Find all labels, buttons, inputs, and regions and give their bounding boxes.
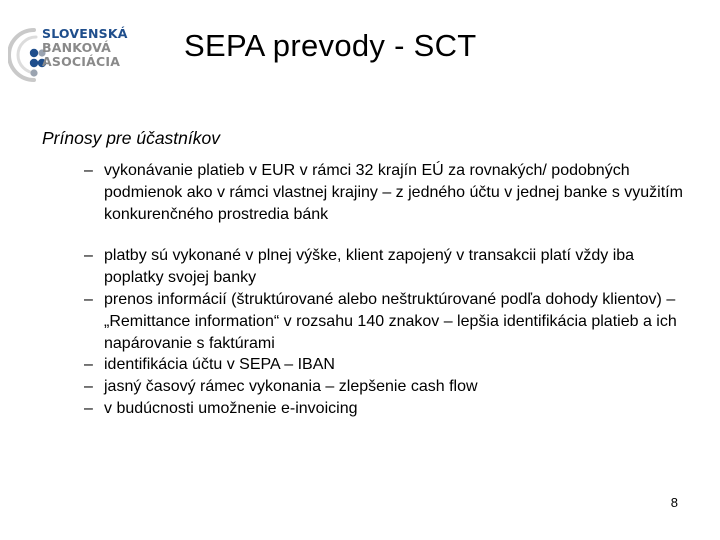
bullet-dash: – (84, 356, 93, 374)
slide-subtitle: Prínosy pre účastníkov (42, 128, 220, 148)
logo-line-1: SLOVENSKÁ (42, 26, 128, 41)
bullet-item (84, 289, 696, 354)
bullet-list (84, 160, 696, 420)
bullet-dash: – (84, 399, 93, 417)
bullet-item (84, 376, 696, 398)
bullet-text: identifikácia účtu v SEPA – IBAN (104, 356, 335, 374)
page-number: 8 (670, 495, 678, 510)
bullet-item (84, 354, 696, 376)
bullet-item (84, 398, 696, 420)
bullet-dash: – (84, 247, 93, 265)
bullet-text: platby sú vykonané v plnej výške, klient zapojený v transakcii platí vždy iba poplatky svojej banky (104, 247, 635, 287)
bullet-text: jasný časový rámec vykonania – zlepšenie cash flow (104, 378, 478, 396)
bullet-text: vykonávanie platieb v EUR v rámci 32 krajín EÚ za rovnakých/ podobných podmienok ako v rámci vlastnej krajiny – z jedného účtu v jednej banke s využitím konkurenčného prostredia bánk (104, 162, 683, 223)
bullet-item (84, 160, 696, 225)
logo (8, 24, 128, 86)
slide-title: SEPA prevody - SCT (184, 28, 477, 63)
bullet-dash: – (84, 162, 93, 179)
logo-line-3: ASOCIÁCIA (42, 54, 121, 69)
bullet-dash: – (84, 290, 93, 308)
bullet-item (84, 245, 696, 289)
bullet-text: prenos informácií (štruktúrované alebo neštruktúrované podľa dohody klientov) – „Remittance information“ v rozsahu 140 znakov – lepšia identifikácia platieb a ich napárovanie s faktúrami (104, 290, 677, 352)
bullet-dash: – (84, 378, 93, 396)
logo-line-2: BANKOVÁ (42, 40, 111, 55)
logo-wordmark (42, 27, 128, 69)
bullet-text: v budúcnosti umožnenie e-invoicing (104, 399, 358, 417)
